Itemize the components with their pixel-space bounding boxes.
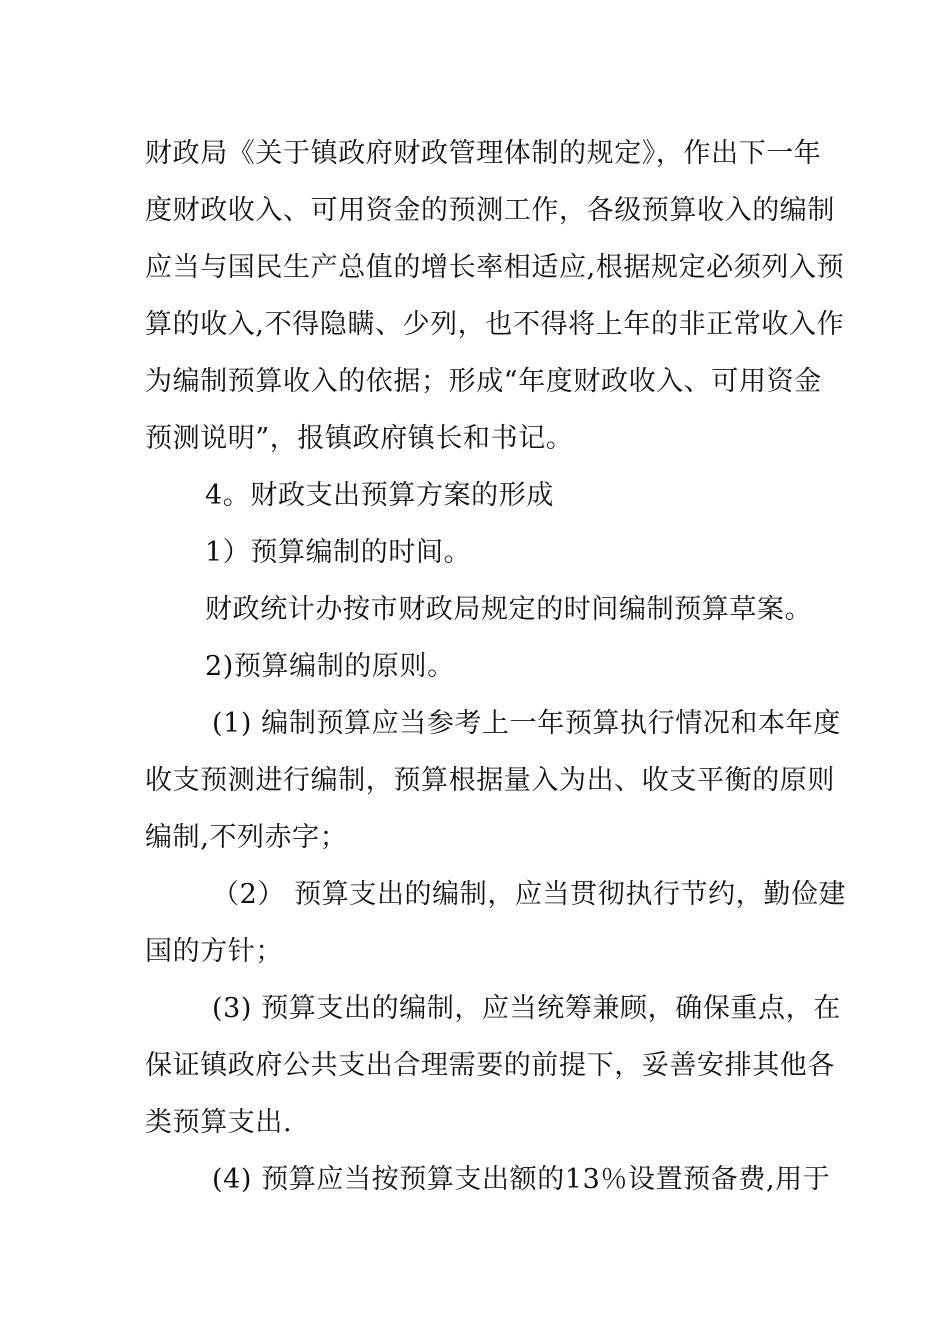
paragraph-line: 应当与国民生产总值的增长率相适应,根据规定必须列入预: [145, 252, 845, 283]
list-item-line: 类预算支出.: [145, 1107, 293, 1138]
section-heading: 4。财政支出预算方案的形成: [205, 480, 554, 511]
list-item-line: 编制,不列赤字；: [145, 822, 348, 853]
paragraph-line: 财政统计办按市财政局规定的时间编制预算草案。: [205, 594, 813, 625]
list-item-line: 收支预测进行编制，预算根据量入为出、收支平衡的原则: [145, 765, 835, 796]
subsection-heading: 1）预算编制的时间。: [205, 537, 472, 568]
paragraph-line: 为编制预算收入的依据；形成“年度财政收入、可用资金: [145, 366, 822, 397]
list-item-line: 国的方针；: [145, 936, 283, 967]
paragraph-line: 算的收入,不得隐瞒、少列，也不得将上年的非正常收入作: [145, 309, 845, 340]
list-item-line: （2） 预算支出的编制，应当贯彻执行节约，勤俭建: [212, 879, 847, 910]
list-item-line: (1) 编制预算应当参考上一年预算执行情况和本年度: [212, 708, 841, 739]
paragraph-line: 度财政收入、可用资金的预测工作，各级预算收入的编制: [145, 195, 835, 226]
list-item-line: 保证镇政府公共支出合理需要的前提下，妥善安排其他各: [145, 1050, 835, 1081]
list-item-line: (3) 预算支出的编制，应当统筹兼顾，确保重点，在: [212, 993, 841, 1024]
paragraph-line: 预测说明”，报镇政府镇长和书记。: [145, 423, 574, 454]
paragraph-line: 财政局《关于镇政府财政管理体制的规定》，作出下一年: [145, 138, 822, 169]
list-item-line: (4) 预算应当按预算支出额的13％设置预备费,用于: [212, 1164, 831, 1195]
subsection-heading: 2)预算编制的原则。: [205, 651, 455, 682]
